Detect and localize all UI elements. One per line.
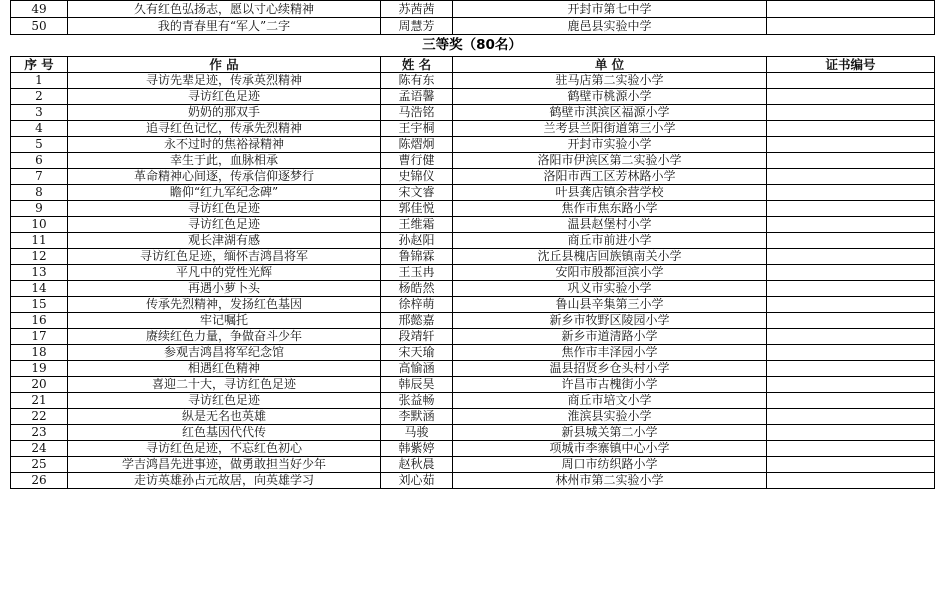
row-number: 15 <box>11 297 68 313</box>
table-row <box>11 1 935 18</box>
row-author-name: 宋天瑜 <box>381 345 453 361</box>
row-certificate-number <box>767 313 935 329</box>
row-number: 7 <box>11 169 68 185</box>
table-row <box>11 473 935 489</box>
row-number: 13 <box>11 265 68 281</box>
row-certificate-number <box>767 249 935 265</box>
row-work-title: 寻访红色足迹 <box>68 201 381 217</box>
row-author-name: 郭佳悦 <box>381 201 453 217</box>
row-number: 24 <box>11 441 68 457</box>
row-author-name: 陈有东 <box>381 73 453 89</box>
row-work-title: 寻访红色足迹 <box>68 89 381 105</box>
row-unit: 鹤壁市淇滨区福源小学 <box>453 105 767 121</box>
table-row <box>11 121 935 137</box>
table-row <box>11 345 935 361</box>
row-certificate-number <box>767 473 935 489</box>
row-unit: 开封市实验小学 <box>453 137 767 153</box>
row-unit: 沈丘县槐店回族镇南关小学 <box>453 249 767 265</box>
row-unit: 周口市纺织路小学 <box>453 457 767 473</box>
table-row <box>11 18 935 35</box>
section-title-third-prize: 三等奖（80名） <box>422 37 522 53</box>
row-author-name: 王宇桐 <box>381 121 453 137</box>
row-unit: 洛阳市伊滨区第二实验小学 <box>453 153 767 169</box>
row-author-name: 王玉冉 <box>381 265 453 281</box>
award-document <box>10 0 934 489</box>
row-certificate-number <box>767 1 935 18</box>
row-unit: 项城市李寨镇中心小学 <box>453 441 767 457</box>
row-number: 10 <box>11 217 68 233</box>
row-author-name: 鲁锦霖 <box>381 249 453 265</box>
row-unit: 焦作市丰泽园小学 <box>453 345 767 361</box>
row-certificate-number <box>767 393 935 409</box>
row-number: 9 <box>11 201 68 217</box>
row-unit: 新乡市牧野区陵园小学 <box>453 313 767 329</box>
row-work-title: 传承先烈精神，发扬红色基因 <box>68 297 381 313</box>
row-unit: 巩义市实验小学 <box>453 281 767 297</box>
row-certificate-number <box>767 425 935 441</box>
row-work-title: 观长津湖有感 <box>68 233 381 249</box>
row-author-name: 陈熠炯 <box>381 137 453 153</box>
row-work-title: 寻访红色足迹 <box>68 217 381 233</box>
row-work-title: 赓续红色力量，争做奋斗少年 <box>68 329 381 345</box>
row-work-title: 牢记嘱托 <box>68 313 381 329</box>
row-author-name: 孙赵阳 <box>381 233 453 249</box>
table-header-row <box>11 57 935 73</box>
row-certificate-number <box>767 441 935 457</box>
row-unit: 兰考县兰阳街道第三小学 <box>453 121 767 137</box>
row-number: 49 <box>11 1 68 18</box>
header-name: 姓 名 <box>381 57 453 73</box>
table-row <box>11 425 935 441</box>
table-row <box>11 393 935 409</box>
row-author-name: 杨皓然 <box>381 281 453 297</box>
row-author-name: 曹行健 <box>381 153 453 169</box>
row-work-title: 追寻红色记忆，传承先烈精神 <box>68 121 381 137</box>
header-work: 作 品 <box>68 57 381 73</box>
row-unit: 焦作市焦东路小学 <box>453 201 767 217</box>
row-number: 23 <box>11 425 68 441</box>
row-unit: 温县招贤乡仓头村小学 <box>453 361 767 377</box>
row-certificate-number <box>767 409 935 425</box>
row-work-title: 纵是无名也英雄 <box>68 409 381 425</box>
row-number: 5 <box>11 137 68 153</box>
row-author-name: 段靖轩 <box>381 329 453 345</box>
table-row <box>11 297 935 313</box>
row-number: 22 <box>11 409 68 425</box>
table-row <box>11 409 935 425</box>
row-number: 16 <box>11 313 68 329</box>
row-number: 2 <box>11 89 68 105</box>
table-row <box>11 185 935 201</box>
table-row <box>11 281 935 297</box>
table-row <box>11 361 935 377</box>
row-number: 8 <box>11 185 68 201</box>
row-certificate-number <box>767 361 935 377</box>
row-work-title: 瞻仰“红九军纪念碑” <box>68 185 381 201</box>
header-unit: 单 位 <box>453 57 767 73</box>
row-author-name: 赵秋晨 <box>381 457 453 473</box>
table-row <box>11 169 935 185</box>
row-author-name: 王维霜 <box>381 217 453 233</box>
row-number: 19 <box>11 361 68 377</box>
row-certificate-number <box>767 121 935 137</box>
row-number: 14 <box>11 281 68 297</box>
table-row <box>11 217 935 233</box>
row-number: 21 <box>11 393 68 409</box>
row-work-title: 永不过时的焦裕禄精神 <box>68 137 381 153</box>
row-work-title: 走访英雄孙占元故居，向英雄学习 <box>68 473 381 489</box>
row-work-title: 我的青春里有“军人”二字 <box>68 18 381 35</box>
second-prize-table-tail <box>10 0 935 35</box>
third-prize-rows <box>11 73 935 489</box>
row-number: 1 <box>11 73 68 89</box>
table-row <box>11 265 935 281</box>
table-row <box>11 89 935 105</box>
row-number: 26 <box>11 473 68 489</box>
row-certificate-number <box>767 377 935 393</box>
row-certificate-number <box>767 217 935 233</box>
row-author-name: 史锦仪 <box>381 169 453 185</box>
table-row <box>11 329 935 345</box>
row-number: 3 <box>11 105 68 121</box>
row-certificate-number <box>767 265 935 281</box>
table-row <box>11 441 935 457</box>
row-unit: 林州市第二实验小学 <box>453 473 767 489</box>
row-certificate-number <box>767 18 935 35</box>
row-unit: 鹤壁市桃源小学 <box>453 89 767 105</box>
row-unit: 商丘市前进小学 <box>453 233 767 249</box>
row-work-title: 学吉鸿昌先进事迹，做勇敢担当好少年 <box>68 457 381 473</box>
row-certificate-number <box>767 233 935 249</box>
row-number: 12 <box>11 249 68 265</box>
row-author-name: 马骏 <box>381 425 453 441</box>
row-certificate-number <box>767 105 935 121</box>
row-unit: 鹿邑县实验中学 <box>453 18 767 35</box>
row-unit: 安阳市殷都洹滨小学 <box>453 265 767 281</box>
row-author-name: 李默涵 <box>381 409 453 425</box>
row-unit: 开封市第七中学 <box>453 1 767 18</box>
row-unit: 商丘市培文小学 <box>453 393 767 409</box>
row-author-name: 韩辰昊 <box>381 377 453 393</box>
table-row <box>11 249 935 265</box>
row-unit: 叶县龚店镇余营学校 <box>453 185 767 201</box>
row-number: 17 <box>11 329 68 345</box>
row-author-name: 宋文睿 <box>381 185 453 201</box>
row-work-title: 久有红色弘扬志，愿以寸心续精神 <box>68 1 381 18</box>
row-unit: 新县城关第二小学 <box>453 425 767 441</box>
table-row <box>11 233 935 249</box>
row-certificate-number <box>767 201 935 217</box>
table-row <box>11 457 935 473</box>
row-number: 50 <box>11 18 68 35</box>
row-author-name: 高愉涵 <box>381 361 453 377</box>
row-number: 6 <box>11 153 68 169</box>
row-work-title: 奶奶的那双手 <box>68 105 381 121</box>
row-unit: 淮滨县实验小学 <box>453 409 767 425</box>
row-author-name: 邢懿嘉 <box>381 313 453 329</box>
row-work-title: 幸生于此，血脉相承 <box>68 153 381 169</box>
second-prize-rows <box>11 1 935 35</box>
row-author-name: 周慧芳 <box>381 18 453 35</box>
row-work-title: 喜迎二十大，寻访红色足迹 <box>68 377 381 393</box>
table-row <box>11 105 935 121</box>
row-unit: 新乡市道清路小学 <box>453 329 767 345</box>
row-author-name: 徐梓萌 <box>381 297 453 313</box>
table-row <box>11 313 935 329</box>
table-row <box>11 201 935 217</box>
row-number: 11 <box>11 233 68 249</box>
table-row <box>11 73 935 89</box>
row-number: 20 <box>11 377 68 393</box>
table-row <box>11 377 935 393</box>
row-certificate-number <box>767 153 935 169</box>
row-certificate-number <box>767 137 935 153</box>
row-certificate-number <box>767 297 935 313</box>
row-certificate-number <box>767 185 935 201</box>
row-certificate-number <box>767 281 935 297</box>
row-certificate-number <box>767 457 935 473</box>
row-work-title: 红色基因代代传 <box>68 425 381 441</box>
third-prize-table <box>10 56 935 489</box>
row-author-name: 马浩铭 <box>381 105 453 121</box>
row-work-title: 革命精神心间逐，传承信仰逐梦行 <box>68 169 381 185</box>
row-work-title: 相遇红色精神 <box>68 361 381 377</box>
table-row <box>11 153 935 169</box>
row-unit: 驻马店第二实验小学 <box>453 73 767 89</box>
row-work-title: 再遇小萝卜头 <box>68 281 381 297</box>
row-author-name: 苏茜茜 <box>381 1 453 18</box>
row-work-title: 平凡中的党性光辉 <box>68 265 381 281</box>
row-certificate-number <box>767 329 935 345</box>
header-certificate: 证书编号 <box>767 57 935 73</box>
row-certificate-number <box>767 345 935 361</box>
row-author-name: 刘心茹 <box>381 473 453 489</box>
table-row <box>11 137 935 153</box>
row-certificate-number <box>767 169 935 185</box>
row-work-title: 参观吉鸿昌将军纪念馆 <box>68 345 381 361</box>
row-work-title: 寻访先辈足迹，传承英烈精神 <box>68 73 381 89</box>
row-certificate-number <box>767 89 935 105</box>
row-author-name: 韩紫婷 <box>381 441 453 457</box>
row-author-name: 孟语馨 <box>381 89 453 105</box>
row-unit: 洛阳市西工区芳林路小学 <box>453 169 767 185</box>
row-number: 4 <box>11 121 68 137</box>
row-work-title: 寻访红色足迹 <box>68 393 381 409</box>
row-number: 25 <box>11 457 68 473</box>
row-number: 18 <box>11 345 68 361</box>
row-unit: 鲁山县辛集第三小学 <box>453 297 767 313</box>
header-number: 序 号 <box>11 57 68 73</box>
row-author-name: 张益畅 <box>381 393 453 409</box>
row-unit: 许昌市古槐街小学 <box>453 377 767 393</box>
row-work-title: 寻访红色足迹，不忘红色初心 <box>68 441 381 457</box>
row-unit: 温县赵堡村小学 <box>453 217 767 233</box>
row-work-title: 寻访红色足迹，缅怀吉鸿昌将军 <box>68 249 381 265</box>
row-certificate-number <box>767 73 935 89</box>
